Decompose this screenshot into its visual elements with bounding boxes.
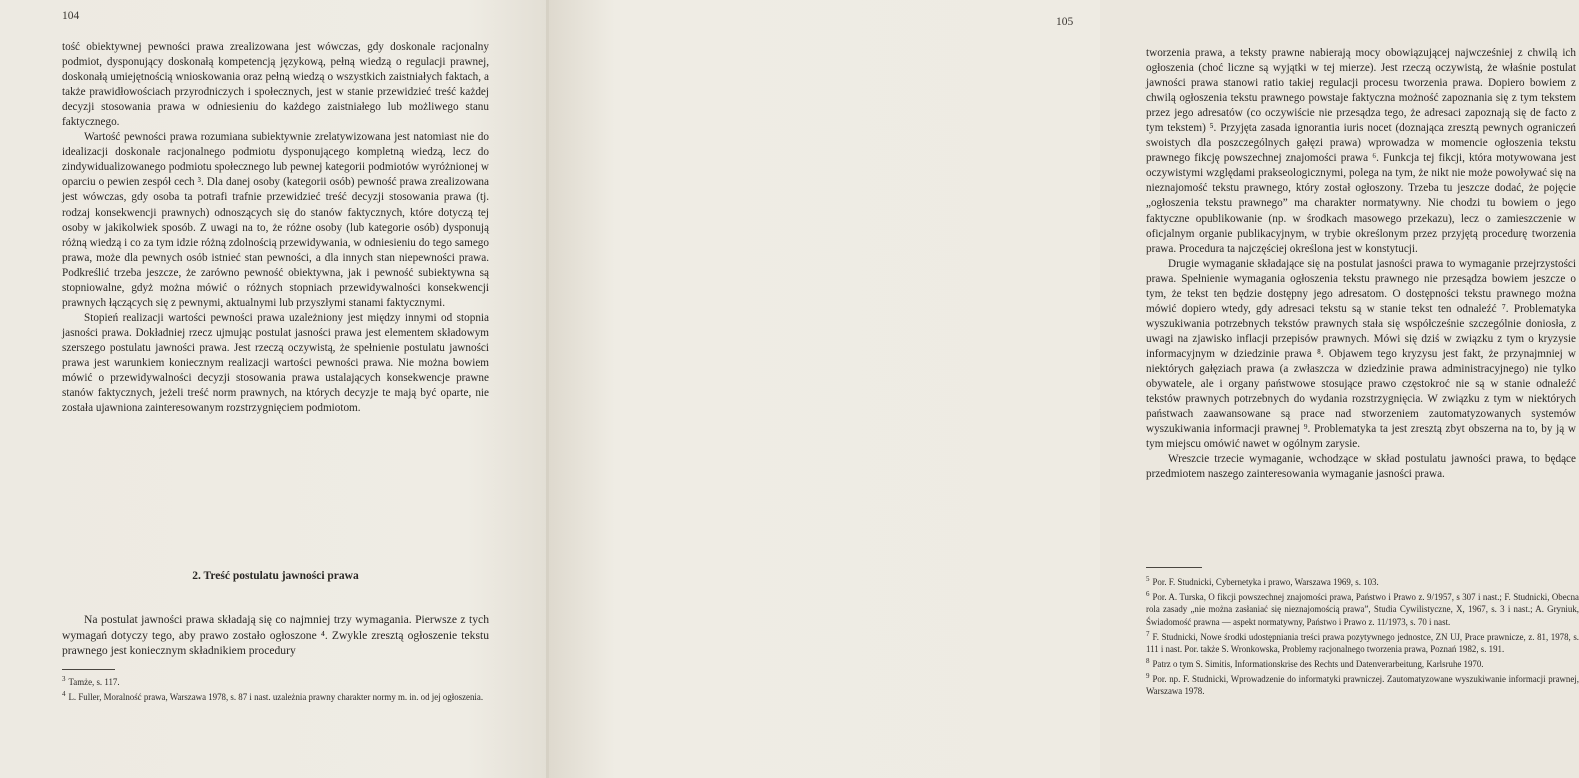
body-text-top — [62, 40, 489, 416]
footnote-text: Por. np. F. Studnicki, Wprowadzenie do informatyki prawniczej. Zautomatyzowane wyszukiwanie informacji prawnej, Warszawa 1978. — [1146, 674, 1579, 697]
paragraph: Drugie wymaganie składające się na postulat jasności prawa to wymaganie przejrzystości prawa. Spełnienie wymagania ogłoszenia tekstu prawnego nie przesądza bowiem jeszcze o tym, że tekst ten będzie dostępny jego adresatom. O dostępności tekstu prawnego można mówić dopiero wtedy, gdy adresaci tekstu są w stanie tekst ten odnaleźć ⁷. Problematyka wyszukiwania potrzebnych tekstów prawnych stała się współcześnie szczególnie doniosła, z uwagi na zjawisko inflacji przepisów prawnych. Mówi się dziś w związku z tym o kryzysie informacyjnym w dziedzinie prawa ⁸. Objawem tego kryzysu jest fakt, że przynajmniej w niektórych gałęziach prawa (a zwłaszcza w dziedzinie prawa administracyjnego) nie tylko obywatele, ale i organy państwowe stosujące prawo częstokroć nie są w stanie odnaleźć tekstów prawnych potrzebnych do wydania rozstrzygnięcia. W związku z tym w niektórych państwach zaawansowane są prace nad stworzeniem zautomatyzowanych systemów wyszukiwania informacji prawnej ⁹. Problematyka ta jest zresztą zbyt obszerna na to, by ją w tym miejscu omówić nawet w ogólnym zarysie. — [1146, 257, 1576, 451]
paragraph: tość obiektywnej pewności prawa zrealizowana jest wówczas, gdy doskonale racjonalny podmiot, dysponujący doskonałą kompetencją językową, pełną wiedzą o regulacji prawnej, doskonałą umiejętnością wnioskowania oraz pełną wiedzą o wszystkich zaistniałych faktach, a także prawidłowościach przyrodniczych i społecznych, jest w stanie przewidzieć treść każdej decyzji stosowania prawa w odniesieniu do każdego zaistniałego lub możliwego stanu faktycznego. — [62, 41, 489, 129]
footnote — [1146, 655, 1579, 670]
paragraph: Na postulat jawności prawa składają się co najmniej trzy wymagania. Pierwsze z tych wymagań dotyczy tego, aby prawo zostało ogłoszone ⁴. Zwykle zresztą ogłoszenie tekstu prawnego jest koniecznym składnikiem procedury — [62, 613, 489, 657]
footnote-number: 6 — [1146, 590, 1150, 599]
footnote — [62, 673, 492, 688]
paragraph: tworzenia prawa, a teksty prawne nabierają mocy obowiązującej najwcześniej z chwilą ich ogłoszenia (choć liczne są wyjątki w tej mierze). Jest rzeczą oczywistą, że właśnie postulat jawności prawa stanowi ratio takiej regulacji procesu tworzenia prawa. Dopiero bowiem z chwilą ogłoszenia tekstu prawnego powstaje faktyczna możność zapoznania się z tym tekstem przez jego adresatów (co oczywiście nie przesądza tego, że adresaci zapoznają się de facto z tym tekstem) ⁵. Przyjęta zasada ignorantia iuris nocet (doznająca zresztą pewnych ograniczeń swoistych dla poszczególnych gałęzi prawa) wprowadza w momencie ogłoszenia tekstu prawnego fikcję powszechnej znajomości prawa ⁶. Funkcja tej fikcji, która motywowana jest oczywistymi względami prakseologicznymi, polega na tym, że nikt nie może powoływać się na nieznajomość tekstu prawnego, który został ogłoszony. Trzeba tu jeszcze dodać, że pojęcie „ogłoszenia tekstu prawnego” ma charakter normatywny. Nie chodzi tu bowiem o jego faktyczne opublikowanie (np. w środkach masowego przekazu), lecz o zamieszczenie w oficjalnym organie publikacyjnym, w trybie określonym przez przyjętą procedurę tworzenia prawa. Procedura ta najczęściej określona jest w konstytucji. — [1146, 47, 1576, 255]
page-number: 104 — [62, 10, 80, 22]
footnote-text: F. Studnicki, Nowe środki udostępniania treści prawa pozytywnego jednostce, ZN UJ, Prace prawnicze, z. 81, 1978, s. 111 i nast. Por. także S. Wronkowska, Problemy racjonalnego tworzenia prawa, Poznań 1982, s. 191. — [1146, 631, 1579, 654]
footnote — [62, 688, 492, 703]
footnote-number: 3 — [62, 675, 66, 683]
footnote-divider — [62, 669, 115, 670]
footnote — [1146, 628, 1579, 655]
footnote-text: Por. F. Studnicki, Cybernetyka i prawo, Warszawa 1969, s. 103. — [1152, 576, 1379, 587]
page-number: 105 — [1056, 16, 1074, 28]
body-text — [1146, 46, 1576, 482]
footnotes — [1146, 573, 1579, 698]
left-page — [0, 0, 549, 778]
footnote-number: 5 — [1146, 575, 1150, 583]
footnote-text: Patrz o tym S. Simitis, Informationskrise des Rechts und Datenverarbeitung, Karlsruhe 1970. — [1152, 659, 1484, 670]
paragraph: Wartość pewności prawa rozumiana subiektywnie zrelatywizowana jest natomiast nie do idealizacji doskonale racjonalnego podmiotu dysponującego kompletną wiedzą, lecz do zindywidualizowanego podmiotu społecznego lub pewnej kategorii podmiotów wyróżnionej w oparciu o pewien zespół cech ³. Dla danej osoby (kategorii osób) pewność prawa zrealizowana jest wówczas, gdy osoba ta potrafi trafnie przewidzieć treść decyzji stosowania prawa (tj. rodzaj konsekwencji prawnych) odnoszących się do stanów faktycznych, które dotyczą tej osoby w jakikolwiek sposób. Z uwagi na to, że różne osoby (lub kategorie osób) dysponują różną wiedzą i co za tym idzie różną zdolnością przewidywania, w odniesieniu do tego samego prawa, może dla pewnych osób istnieć stan pewności, a dla innych stan niepewności prawa. Podkreślić trzeba jeszcze, że zarówno pewność obiektywna, jak i pewność subiektywna są stopniowalne, gdyż można mówić o różnych stopniach przewidywalności konsekwencji prawnych łączących się z pewnymi, aktualnymi lub przyszłymi stanami faktycznymi. — [62, 131, 489, 309]
footnote-text: Por. A. Turska, O fikcji powszechnej znajomości prawa, Państwo i Prawo z. 9/1957, s 307 i nast.; F. Studnicki, Obecna rola zasady „nie można zasłaniać się nieznajomością prawa”, Studia Cywilistyczne, X, 1967, s. 3 i nast.; A. Gryniuk, Świadomość prawna — aspekt normatywny, Państwo i Prawo z. 11/1973, s. 70 i nast. — [1146, 592, 1579, 627]
footnote-number: 8 — [1146, 657, 1150, 666]
footnote-number: 4 — [62, 690, 66, 699]
footnotes — [62, 673, 492, 703]
footnote — [1146, 670, 1579, 697]
footnote-text: Tamże, s. 117. — [68, 676, 120, 687]
footnote-divider — [1146, 567, 1202, 568]
section-heading: 2. Treść postulatu jawności prawa — [192, 570, 359, 582]
footnote-number: 7 — [1146, 629, 1150, 638]
right-page — [549, 0, 1579, 778]
footnote — [1146, 573, 1579, 588]
body-text-bottom — [62, 612, 489, 659]
paragraph: Wreszcie trzecie wymaganie, wchodzące w skład postulatu jawności prawa, to będące przedmiotem naszego zainteresowania wymaganie jasności prawa. — [1146, 453, 1576, 481]
footnote — [1146, 588, 1579, 628]
footnote-text: L. Fuller, Moralność prawa, Warszawa 1978, s. 87 i nast. uzależnia prawny charakter normy m. in. od jej ogłoszenia. — [68, 692, 484, 703]
paragraph: Stopień realizacji wartości pewności prawa uzależniony jest między innymi od stopnia jasności prawa. Dokładniej rzecz ujmując postulat jasności prawa jest elementem składowym szerszego postulatu jawności prawa. Jest rzeczą oczywistą, że spełnienie postulatu jawności prawa jest warunkiem koniecznym realizacji wartości pewności prawa. Nie można bowiem mówić o przewidywalności decyzji stosowania prawa ustalających konsekwencje prawne stanów faktycznych, jeżeli treść norm prawnych, na których decyzje te mają być oparte, nie została ujawniona zainteresowanym rozstrzygnięciem podmiotom. — [62, 311, 489, 415]
footnote-number: 9 — [1146, 672, 1150, 681]
